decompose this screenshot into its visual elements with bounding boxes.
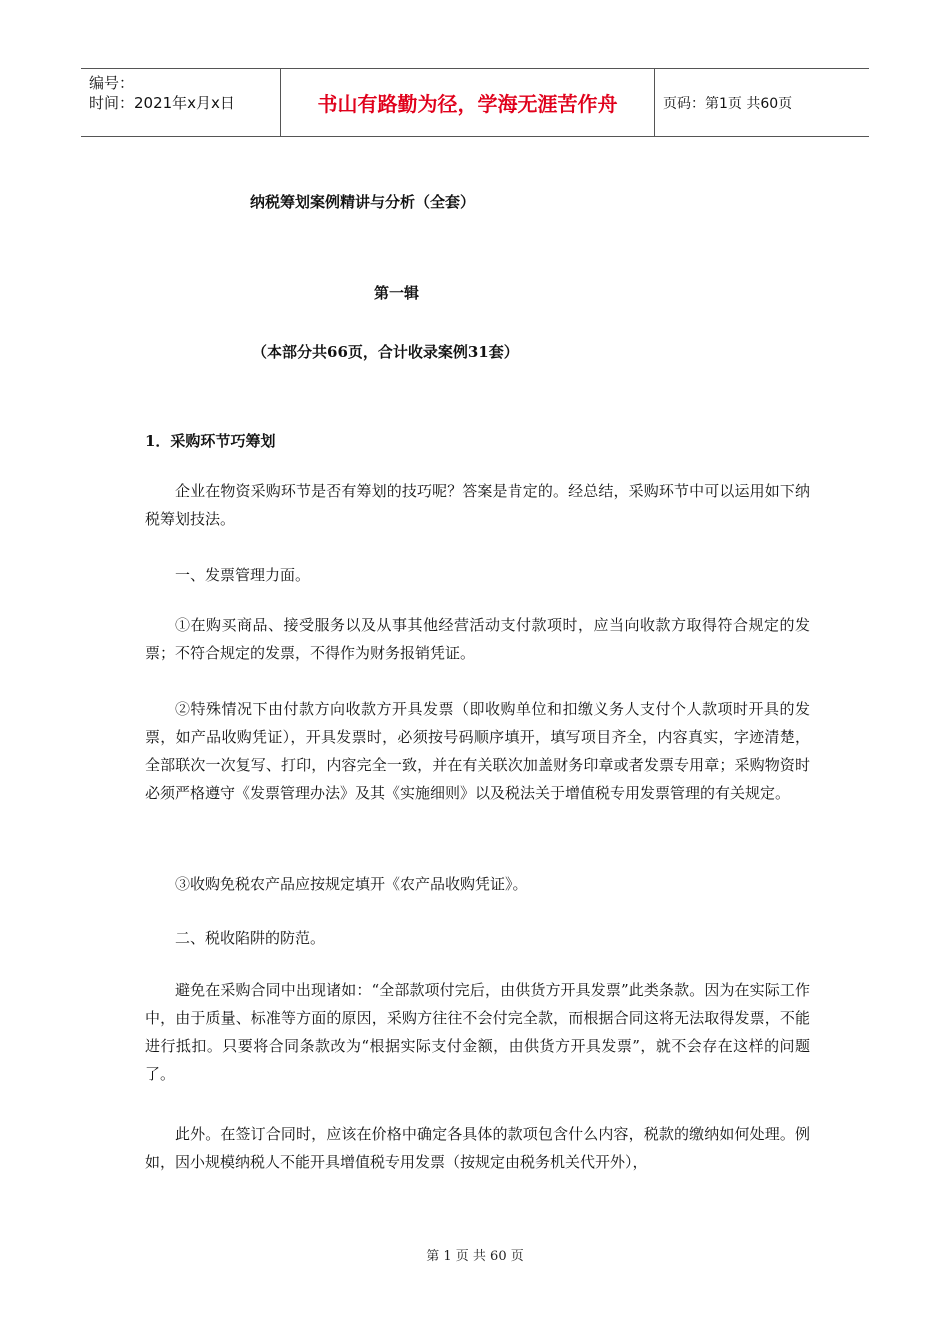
page-header [81,68,869,137]
paragraph: 避免在采购合同中出现诸如：“全部款项付完后，由供货方开具发票”此类条款。因为在实际工作中，由于质量、标准等方面的原因，采购方往往不会付完全款，而根据合同这将无法取得发票，不能进行抵扣。只要将合同条款改为“根据实际支付金额，由供货方开具发票”，就不会存在这样的问题了。 [145,981,810,1083]
paragraph: ③收购免税农产品应按规定填开《农产品收购凭证》。 [175,875,528,893]
document-title: 纳税筹划案例精讲与分析（全套） [250,193,476,211]
paragraph: 此外。在签订合同时，应该在价格中确定各具体的款项包含什么内容，税款的缴纳如何处理。例如，因小规模纳税人不能开具增值税专用发票（按规定由税务机关代开外）， [145,1125,810,1171]
paragraph: ②特殊情况下由付款方向收款方开具发票（即收购单位和扣缴义务人支付个人款项时开具的发票，如产品收购凭证），开具发票时，必须按号码顺序填开，填写项目齐全，内容真实，字迹清楚，全部联次一次复写、打印，内容完全一致，并在有关联次加盖财务印章或者发票专用章；采购物资时必须严格遵守《发票管理办法》及其《实施细则》以及税法关于增值税专用发票管理的有关规定。 [145,700,810,802]
date-label: 时间：2021年x月x日 [89,94,235,112]
part-heading: 第一辑 [374,284,420,302]
header-meta [81,69,281,136]
paragraph: 一、发票管理力面。 [175,566,311,584]
part-note: （本部分共66页，合计收录案例31套） [252,343,519,361]
paragraph: 企业在物资采购环节是否有筹划的技巧呢？答案是肯定的。经总结，采购环节中可以运用如下纳税筹划技法。 [145,482,810,528]
section-heading: 1．采购环节巧筹划 [145,432,276,450]
header-motto: 书山有路勤为径，学海无涯苦作舟 [281,69,655,136]
paragraph: 二、税收陷阱的防范。 [175,929,326,947]
paragraph: ①在购买商品、接受服务以及从事其他经营活动支付款项时，应当向收款方取得符合规定的发票；不符合规定的发票，不得作为财务报销凭证。 [145,616,810,662]
page-footer: 第 1 页 共 60 页 [426,1249,524,1264]
number-label: 编号： [89,74,135,92]
header-page-info: 页码：第1页 共60页 [663,95,793,112]
